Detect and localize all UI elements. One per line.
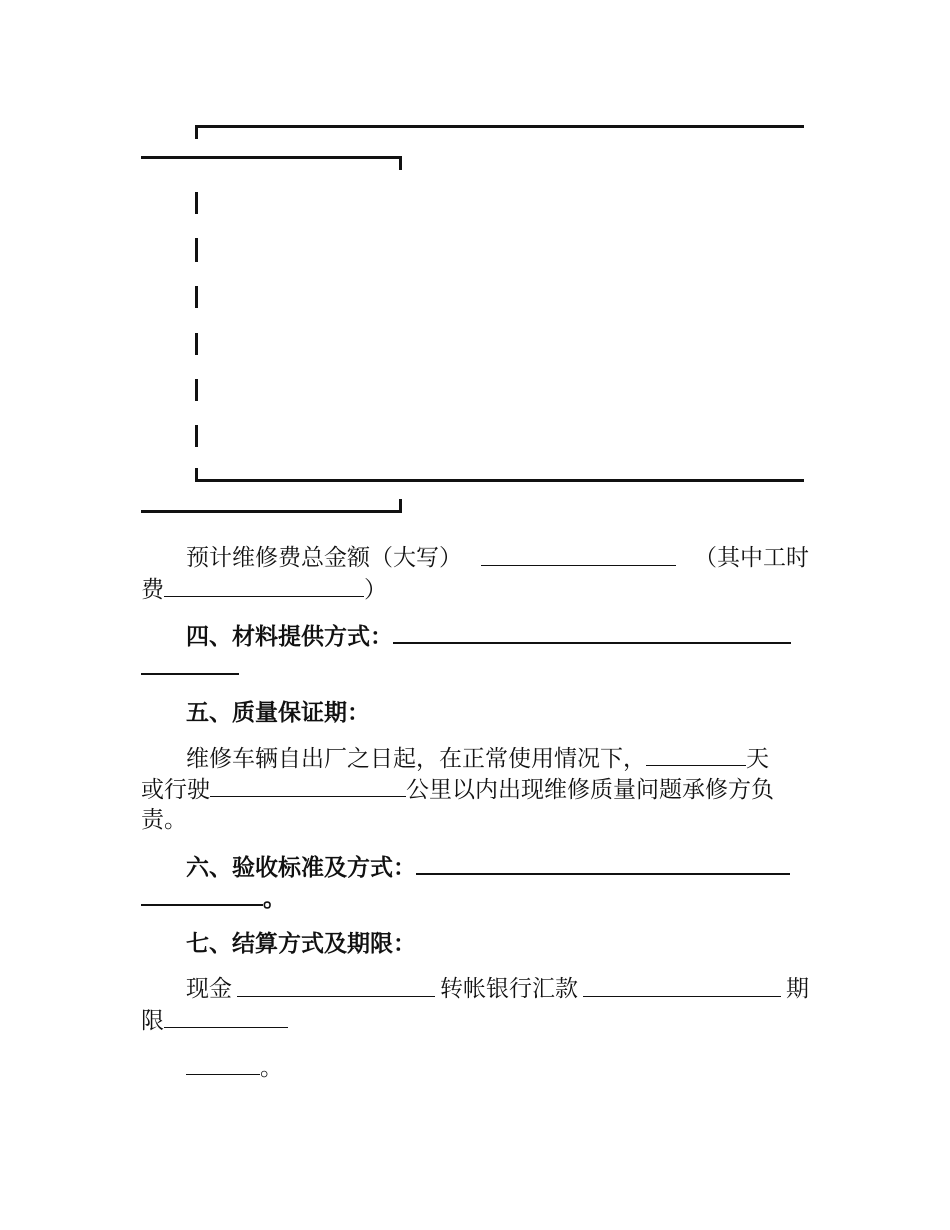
section-7-line-2 — [141, 1005, 809, 1037]
section-7-line-3 — [186, 1052, 809, 1084]
warranty-days-blank[interactable] — [646, 743, 746, 766]
warranty-days-unit: 天 — [746, 746, 769, 772]
transfer-blank[interactable] — [583, 974, 781, 997]
period-blank[interactable] — [164, 1005, 288, 1028]
warranty-text: 维修车辆自出厂之日起，在正常使用情况下， — [186, 746, 646, 772]
section-6-line-2 — [141, 882, 809, 914]
section-7-line-1 — [186, 974, 809, 1005]
section-7-title-line — [186, 928, 809, 959]
section-5-line-1 — [186, 743, 809, 775]
cash-label: 现金 — [186, 976, 232, 1002]
frame-top-left-tick — [195, 125, 198, 139]
frame-bottom-line — [195, 479, 804, 482]
section-5-title-line — [186, 697, 809, 728]
section-6-blank-cont[interactable] — [141, 882, 263, 906]
frame-left-seg-3 — [195, 286, 198, 308]
section-4-line-2 — [141, 651, 809, 683]
frame-left-seg-6 — [195, 425, 198, 447]
period-label-1: 期 — [786, 976, 809, 1002]
trailing-blank[interactable] — [186, 1052, 260, 1075]
warranty-drive-label: 或行驶 — [141, 777, 210, 803]
section-4-blank[interactable] — [393, 620, 791, 644]
warranty-km-blank[interactable] — [210, 774, 406, 797]
section-6-title: 六、验收标准及方式： — [186, 854, 416, 881]
section-6-blank[interactable] — [416, 851, 790, 875]
estimate-labor-label: （其中工时 — [694, 545, 809, 571]
trailing-period: 。 — [260, 1055, 283, 1081]
estimate-total-blank[interactable] — [481, 543, 676, 566]
section-5-line-2 — [141, 774, 809, 806]
estimate-label: 预计维修费总金额（大写） — [186, 545, 462, 571]
section-6-period: 。 — [263, 885, 286, 912]
frame-left-seg-1 — [195, 192, 198, 214]
frame-top-line-2 — [141, 156, 402, 159]
estimate-close-paren: ） — [364, 577, 387, 603]
frame-left-seg-5 — [195, 379, 198, 401]
cash-blank[interactable] — [237, 974, 435, 997]
section-6-line-1 — [186, 851, 809, 883]
transfer-label: 转帐银行汇款 — [440, 976, 578, 1002]
section-7-title: 七、结算方式及期限： — [186, 930, 416, 957]
frame-left-seg-2 — [195, 238, 198, 262]
estimate-fee-label: 费 — [141, 577, 164, 603]
frame-bottom-line-2 — [141, 510, 402, 513]
section-4-title: 四、材料提供方式： — [186, 623, 393, 650]
frame-top-right-tick — [399, 156, 402, 170]
warranty-km-text: 公里以内出现维修质量问题承修方负 — [406, 777, 774, 803]
estimate-line-2 — [141, 574, 809, 606]
section-5-title: 五、质量保证期： — [186, 699, 370, 726]
warranty-text-end: 责。 — [141, 807, 187, 833]
frame-top-line — [195, 125, 804, 128]
estimate-labor-blank[interactable] — [164, 574, 364, 597]
frame-left-seg-4 — [195, 333, 198, 355]
section-4-line-1 — [186, 620, 809, 652]
section-4-blank-cont[interactable] — [141, 651, 239, 675]
section-5-line-3 — [141, 805, 809, 836]
period-label-2: 限 — [141, 1008, 164, 1034]
estimate-line-1 — [186, 543, 809, 574]
